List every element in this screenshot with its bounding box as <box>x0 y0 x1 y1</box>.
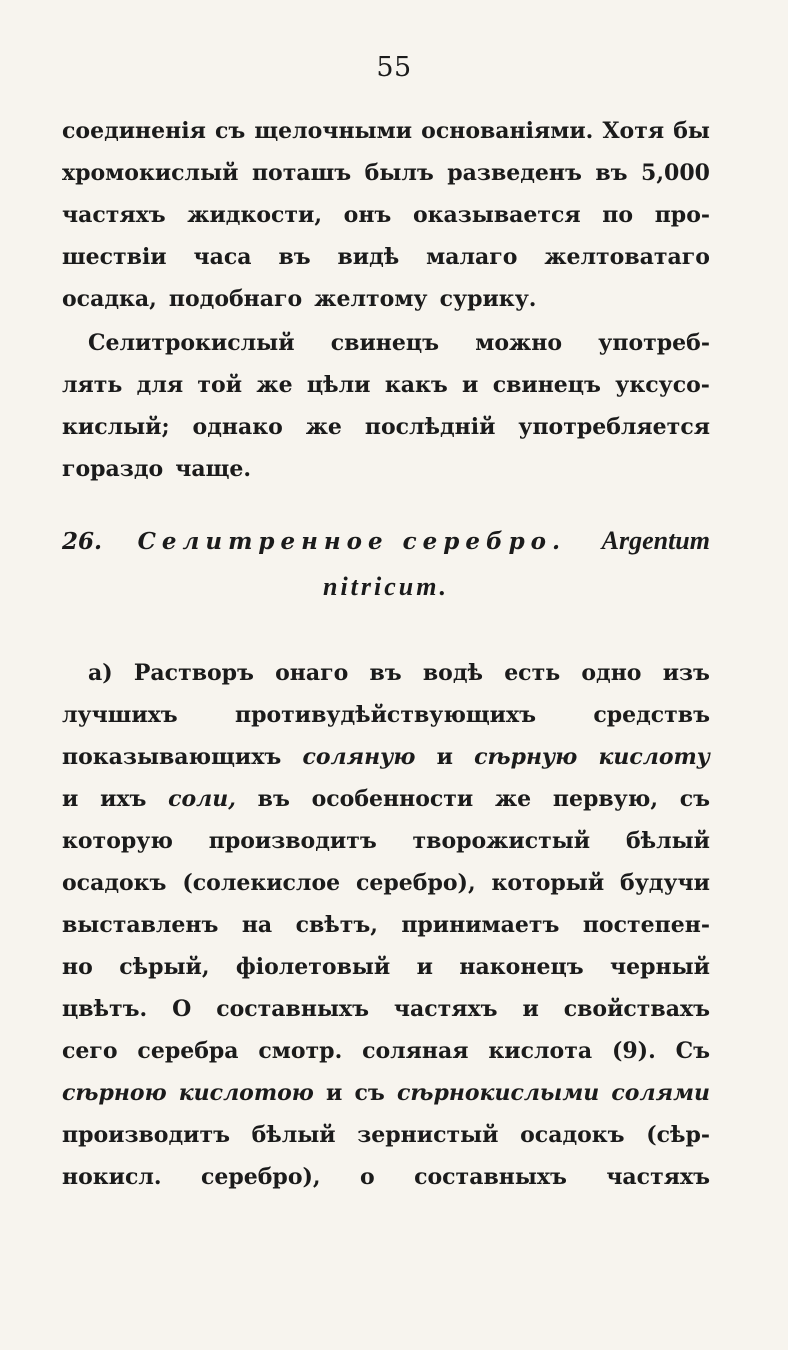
word: соединенія <box>62 118 206 144</box>
word-italic: сѣрнокислыми <box>396 1080 600 1106</box>
word: для <box>136 372 184 398</box>
word: противудѣйствующихъ <box>235 702 536 728</box>
word: онаго <box>275 660 349 686</box>
word: наконецъ <box>459 954 584 980</box>
word: и <box>416 954 433 980</box>
word: же <box>256 372 293 398</box>
text-line <box>62 778 710 820</box>
text-line <box>62 946 710 988</box>
word: про- <box>654 202 710 228</box>
word: былъ <box>364 160 434 186</box>
word-italic: сѣрную <box>474 744 578 770</box>
word: шествіи <box>62 244 167 270</box>
word: съ <box>679 786 710 812</box>
word: однако <box>192 414 283 440</box>
word: 5,000 <box>641 160 710 186</box>
word: принимаетъ <box>401 912 560 938</box>
word: свинецъ <box>492 372 601 398</box>
word: составныхъ <box>216 996 369 1022</box>
text-line <box>62 1156 710 1198</box>
paragraph-1 <box>62 110 710 320</box>
word: употреб- <box>598 330 710 356</box>
word: какъ <box>384 372 448 398</box>
word: ихъ <box>100 786 147 812</box>
section-heading <box>62 518 710 610</box>
word: серебро), <box>200 1164 321 1190</box>
word: и <box>462 372 479 398</box>
word: же <box>494 786 532 812</box>
word-italic: солями <box>611 1080 710 1106</box>
text-line <box>62 236 710 278</box>
word: по <box>602 202 634 228</box>
word: и <box>522 996 539 1022</box>
word: и <box>436 744 453 770</box>
word: желтому <box>314 286 428 312</box>
word: свинецъ <box>330 330 439 356</box>
word: осадка, <box>62 286 157 312</box>
text-line <box>62 110 710 152</box>
text-line <box>62 194 710 236</box>
word: въ <box>257 786 290 812</box>
word: хромокислый <box>62 160 239 186</box>
word-italic: соли, <box>168 786 236 812</box>
text-line <box>62 988 710 1030</box>
word: нокисл. <box>62 1164 162 1190</box>
word: кислый; <box>62 414 170 440</box>
word-italic: соляную <box>302 744 416 770</box>
text-line <box>62 652 710 694</box>
heading-title-la: Argentum <box>601 526 710 555</box>
paragraph-3 <box>62 652 710 1198</box>
paragraph-2 <box>62 322 710 490</box>
word: бы <box>673 118 710 144</box>
word: осадокъ <box>62 870 167 896</box>
word: чаще. <box>175 456 252 482</box>
word: частяхъ <box>393 996 498 1022</box>
word: въ <box>278 244 311 270</box>
word: лучшихъ <box>62 702 178 728</box>
word: видѣ <box>337 244 400 270</box>
word: подобнаго <box>168 286 303 312</box>
word: бѣлый <box>625 828 710 854</box>
word: свѣтъ, <box>295 912 378 938</box>
word: водѣ <box>422 660 483 686</box>
word: той <box>197 372 243 398</box>
heading-line-1 <box>62 518 710 564</box>
word: первую, <box>552 786 658 812</box>
word: которую <box>62 828 173 854</box>
word: а) <box>88 660 113 686</box>
word: показывающихъ <box>62 744 282 770</box>
text-line <box>62 862 710 904</box>
word: лять <box>62 372 123 398</box>
word: цвѣтъ. <box>62 996 148 1022</box>
heading-number: 26. <box>62 528 103 555</box>
word: и <box>62 786 79 812</box>
word: черный <box>610 954 710 980</box>
word: зернистый <box>357 1122 499 1148</box>
text-line <box>62 322 710 364</box>
word: же <box>305 414 342 440</box>
word-italic: сѣрною <box>62 1080 167 1106</box>
word: особенности <box>311 786 474 812</box>
word: составныхъ <box>414 1164 567 1190</box>
word: онъ <box>343 202 392 228</box>
text-line <box>62 364 710 406</box>
text-line <box>62 736 710 778</box>
word: производитъ <box>208 828 377 854</box>
text-line <box>62 406 710 448</box>
text-line <box>62 1072 710 1114</box>
word: малаго <box>426 244 518 270</box>
word: въ <box>595 160 628 186</box>
word: сего <box>62 1038 118 1064</box>
word: щелочными <box>254 118 413 144</box>
word: одно <box>581 660 642 686</box>
word: Хотя <box>602 118 665 144</box>
page-number: 55 <box>376 52 412 83</box>
word: О <box>172 996 192 1022</box>
word: смотр. <box>258 1038 343 1064</box>
word: Растворъ <box>133 660 254 686</box>
word: и <box>326 1080 343 1106</box>
word: жидкости, <box>187 202 323 228</box>
word: съ <box>214 118 246 144</box>
word: Съ <box>675 1038 710 1064</box>
word: употребляется <box>518 414 710 440</box>
word: частяхъ <box>606 1164 710 1190</box>
word: можно <box>475 330 563 356</box>
word: уксусо- <box>615 372 710 398</box>
heading-title-la-cont: nitricum. <box>323 572 449 601</box>
word: кислота <box>488 1038 593 1064</box>
word: (солекислое <box>182 870 341 896</box>
word: осадокъ <box>520 1122 625 1148</box>
word: сурику. <box>439 286 537 312</box>
word: есть <box>504 660 561 686</box>
word: гораздо <box>62 456 164 482</box>
text-line <box>62 152 710 194</box>
word: въ <box>369 660 402 686</box>
word: серебра <box>137 1038 239 1064</box>
word: (сѣр- <box>646 1122 710 1148</box>
word: основаніями. <box>421 118 594 144</box>
text-line <box>62 1030 710 1072</box>
text-line <box>62 904 710 946</box>
word: будучи <box>620 870 710 896</box>
word: но <box>62 954 93 980</box>
word: производитъ <box>62 1122 230 1148</box>
word: (9). <box>611 1038 656 1064</box>
word-italic: кислоту <box>598 744 710 770</box>
word: который <box>491 870 605 896</box>
word: постепен- <box>582 912 710 938</box>
word: творожистый <box>412 828 591 854</box>
text-line <box>62 1114 710 1156</box>
word: оказывается <box>412 202 581 228</box>
word: съ <box>354 1080 385 1106</box>
word: послѣдній <box>364 414 496 440</box>
word: о <box>359 1164 375 1190</box>
word: бѣлый <box>251 1122 336 1148</box>
word: средствъ <box>593 702 710 728</box>
word: поташъ <box>251 160 352 186</box>
word: выставленъ <box>62 912 219 938</box>
text-line <box>62 278 710 320</box>
heading-line-2 <box>62 564 710 610</box>
word: Селитрокислый <box>88 330 295 356</box>
word: цѣли <box>306 372 371 398</box>
word: разведенъ <box>447 160 582 186</box>
text-line <box>62 448 710 490</box>
word: изъ <box>662 660 710 686</box>
word: желтоватаго <box>544 244 710 270</box>
word: сѣрый, <box>119 954 210 980</box>
text-line <box>62 694 710 736</box>
word-italic: кислотою <box>178 1080 314 1106</box>
text-line <box>62 820 710 862</box>
word: свойствахъ <box>563 996 710 1022</box>
word: серебро), <box>356 870 476 896</box>
word: соляная <box>362 1038 469 1064</box>
word: фіолетовый <box>235 954 391 980</box>
word: на <box>241 912 273 938</box>
word: часа <box>193 244 252 270</box>
heading-title-ru: Селитренное серебро. <box>137 528 567 555</box>
word: частяхъ <box>62 202 166 228</box>
